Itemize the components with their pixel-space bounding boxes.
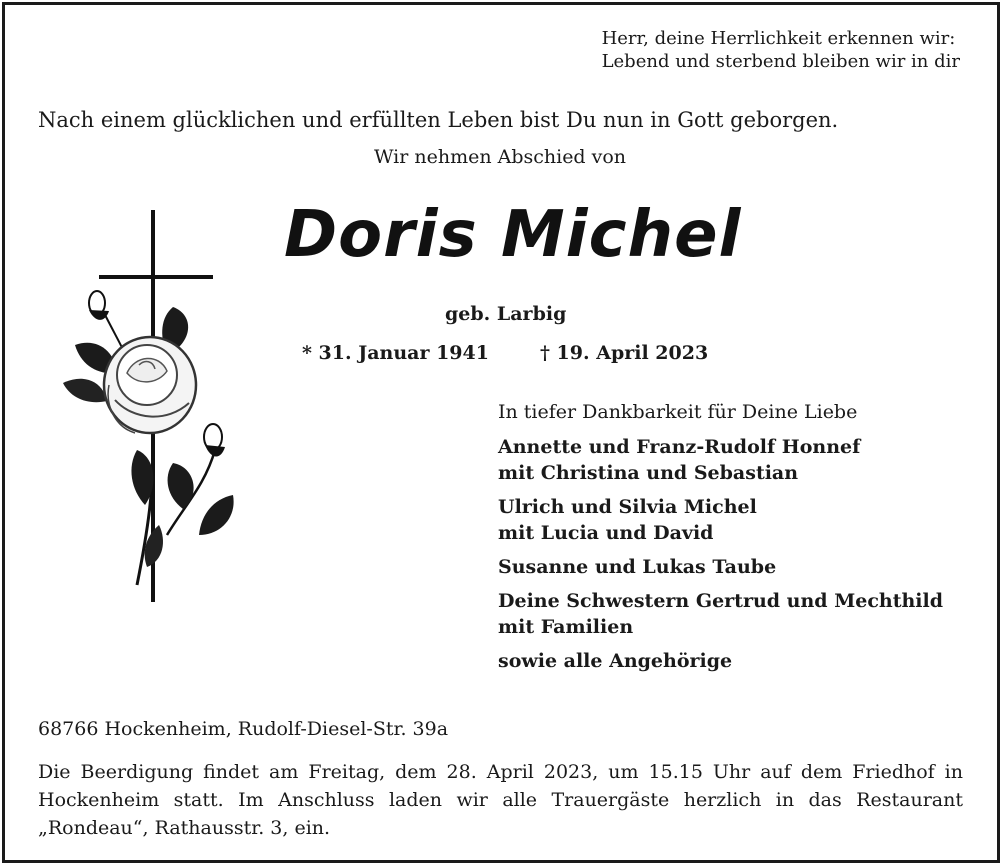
birth-date: * 31. Januar 1941 xyxy=(302,342,489,364)
mourner-line: Deine Schwestern Gertrud und Mechthild xyxy=(498,590,944,612)
farewell-text: Wir nehmen Abschied von xyxy=(373,146,627,168)
intro-text: Nach einem glücklichen und erfüllten Leben bist Du nun in Gott geborgen. xyxy=(38,108,839,132)
mourners-list xyxy=(498,400,943,682)
mourner-line: mit Familien xyxy=(498,616,634,638)
funeral-notice xyxy=(38,758,963,842)
cross-with-rose-icon xyxy=(55,205,245,610)
bible-verse xyxy=(602,27,960,73)
mourner-line: mit Lucia und David xyxy=(498,522,714,544)
mourner-group xyxy=(498,494,943,546)
mourner-line: mit Christina und Sebastian xyxy=(498,462,799,484)
mourner-group xyxy=(498,554,943,580)
mourner-group xyxy=(498,588,943,640)
funeral-line: Die Beerdigung findet am Freitag, dem 28. April 2023, um 15.15 Uhr auf dem Friedhof in xyxy=(38,761,963,783)
verse-line: Herr, deine Herrlichkeit erkennen wir: xyxy=(601,28,956,49)
mourners-lead: In tiefer Dankbarkeit für Deine Liebe xyxy=(498,401,858,423)
mourner-line: Ulrich und Silvia Michel xyxy=(498,496,757,518)
mourner-line: Annette und Franz-Rudolf Honnef xyxy=(498,436,861,458)
funeral-line: Hockenheim statt. Im Anschluss laden wir alle Trauergäste herzlich in das Restaurant xyxy=(38,789,963,811)
death-date: † 19. April 2023 xyxy=(540,342,709,364)
mourner-line: sowie alle Angehörige xyxy=(498,650,733,672)
mourner-group xyxy=(498,434,943,486)
maiden-name: geb. Larbig xyxy=(445,303,567,325)
funeral-line: „Rondeau“, Rathausstr. 3, ein. xyxy=(38,817,331,839)
mourner-group xyxy=(498,648,943,674)
deceased-name: Doris Michel xyxy=(284,198,742,272)
address: 68766 Hockenheim, Rudolf-Diesel-Str. 39a xyxy=(38,718,449,740)
verse-line: Lebend und sterbend bleiben wir in dir xyxy=(601,51,960,72)
mourner-line: Susanne und Lukas Taube xyxy=(498,556,777,578)
